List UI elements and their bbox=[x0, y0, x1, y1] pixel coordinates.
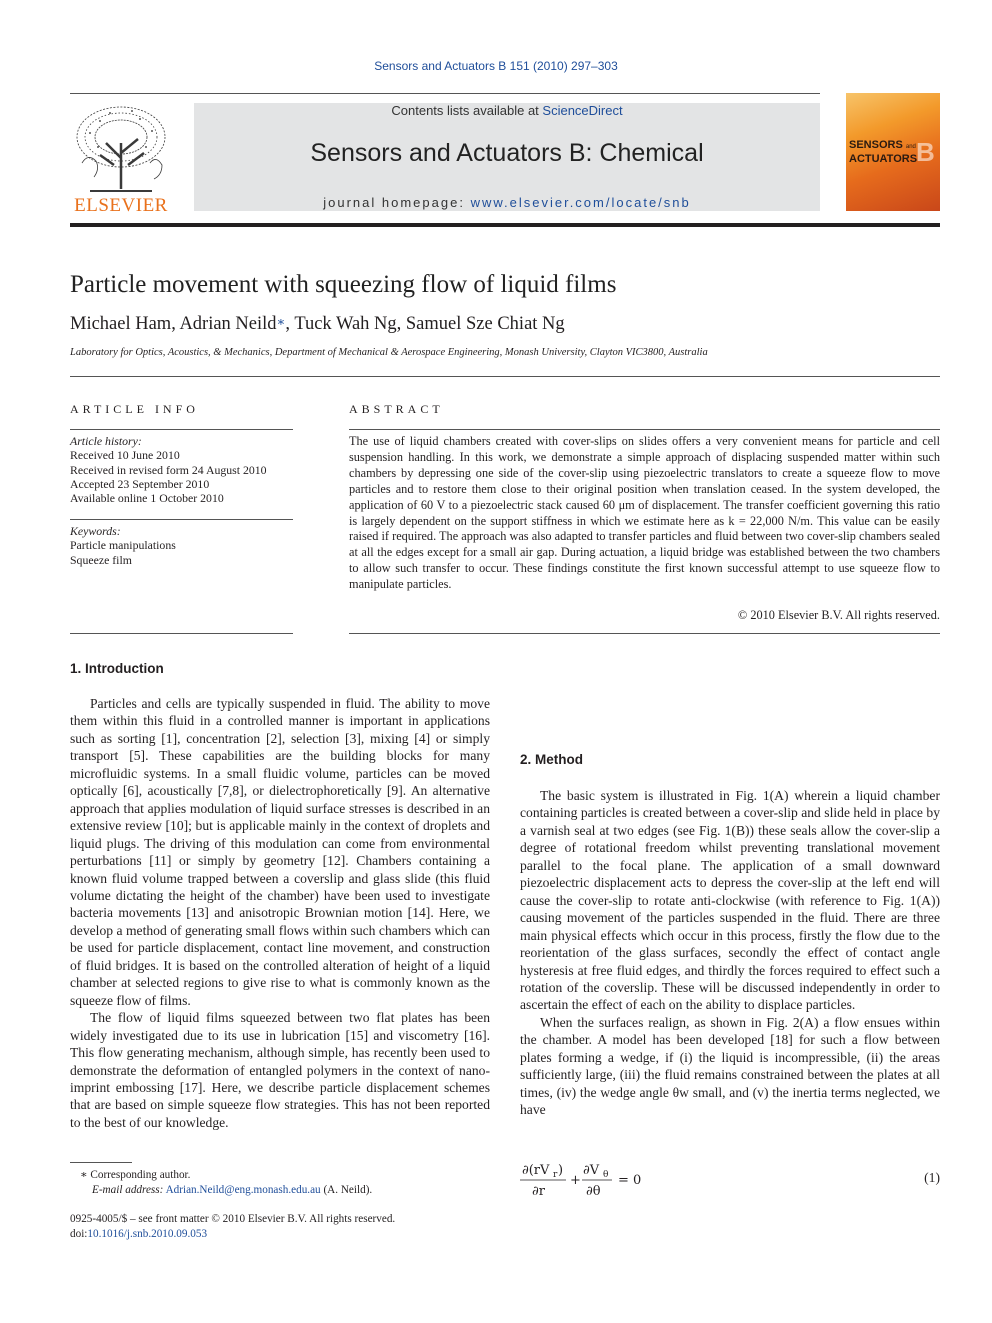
abstract-bottom-rule bbox=[349, 633, 940, 634]
email-link[interactable]: Adrian.Neild@eng.monash.edu.au bbox=[165, 1184, 321, 1196]
article-info-bottom-rule bbox=[70, 633, 293, 634]
svg-text:∂θ: ∂θ bbox=[586, 1184, 601, 1199]
cover-letter: B bbox=[916, 137, 935, 167]
svg-text:r: r bbox=[553, 1170, 558, 1180]
author-name: Michael Ham bbox=[70, 314, 172, 334]
contents-line bbox=[194, 103, 820, 118]
author-separator: , bbox=[171, 314, 180, 334]
cover-small: and bbox=[905, 144, 916, 150]
author-name: Tuck Wah Ng bbox=[294, 314, 397, 334]
author-name: Adrian Neild bbox=[179, 314, 277, 334]
history-item: Accepted 23 September 2010 bbox=[70, 476, 210, 491]
affiliation: Laboratory for Optics, Acoustics, & Mechanics, Department of Mechanical & Aerospace Engineering, Monash University, Clayton VIC3800, Australia bbox=[70, 347, 708, 358]
cover-title bbox=[849, 139, 917, 165]
left-column bbox=[70, 695, 490, 1131]
author-separator: , bbox=[396, 314, 406, 334]
journal-reference[interactable] bbox=[0, 59, 992, 73]
keyword: Squeeze film bbox=[70, 552, 132, 567]
svg-text:∂(rV: ∂(rV bbox=[522, 1163, 550, 1178]
history-item: Received in revised form 24 August 2010 bbox=[70, 462, 267, 477]
cover-line2: ACTUATORS bbox=[849, 153, 918, 165]
keywords-rule bbox=[70, 519, 293, 520]
section-heading-method: 2. Method bbox=[520, 752, 583, 767]
header-rule bbox=[70, 93, 820, 94]
journal-reference-link[interactable]: Sensors and Actuators B 151 (2010) 297–303 bbox=[374, 59, 618, 73]
keywords-label: Keywords: bbox=[70, 524, 121, 538]
svg-text:∂r: ∂r bbox=[532, 1184, 545, 1199]
section-heading-introduction: 1. Introduction bbox=[70, 661, 164, 676]
title-rule bbox=[70, 376, 940, 377]
abstract-heading: ABSTRACT bbox=[349, 402, 444, 416]
journal-cover-image bbox=[846, 93, 940, 211]
equation-number: (1) bbox=[924, 1170, 940, 1185]
header-thick-rule bbox=[70, 223, 940, 227]
footnote-email bbox=[92, 1183, 372, 1198]
journal-homepage bbox=[194, 195, 820, 210]
footnote-corresponding: ∗ Corresponding author. bbox=[80, 1169, 191, 1181]
elsevier-wordmark: ELSEVIER bbox=[74, 195, 168, 216]
abstract-copyright: © 2010 Elsevier B.V. All rights reserved. bbox=[737, 608, 940, 622]
author-separator: , bbox=[285, 314, 295, 334]
abstract-rule bbox=[349, 429, 940, 430]
front-matter: 0925-4005/$ – see front matter © 2010 Elsevier B.V. All rights reserved. bbox=[70, 1213, 396, 1225]
article-title: Particle movement with squeezing flow of liquid films bbox=[70, 271, 617, 298]
abstract-text: The use of liquid chambers created with cover-slips on slides offers a very convenient means for particle and cell suspension handling. In this work, we demonstrate a simple approach of displacing suspended matter within such chambers by depressing one side of the cover-slip using piezoelectric translators to create a squeeze flow to move particles and to restore them close to their original position when translation ceased. In the system developed, the application of 60 V to a piezoelectric stack caused 60 μm of displacement. The transfer coefficient governing this ratio is largely dependent on the support stiffness in which we estimate here as k = 22,000 N/m. This value can be easily raised if required. The approach was also adapted to transfer particles and fluid between two cover-slip chambers sealed at all the edges except for a small air gap. During actuation, a liquid bridge was established between the two chambers to allow such transfer to occur. These findings constitute the first known successful attempt to use squeeze flow to manipulate particles. bbox=[349, 434, 940, 592]
email-suffix: (A. Neild). bbox=[320, 1184, 373, 1196]
cover-line1: SENSORS bbox=[849, 139, 903, 151]
intro-paragraph: The flow of liquid films squeezed between two flat plates has been widely investigated due to its use in lubrication [15] and viscometry [16]. This flow generating mechanism, although simple, has recently been used to demonstrate the deformation of entangled polymers in the context of nano-imprint embossing [17]. Here, we describe particle displacement schemes that are based on simple squeeze flow strategies. This has not been reported to the best of our knowledge. bbox=[70, 1010, 490, 1130]
method-paragraph: When the surfaces realign, as shown in Fig. 2(A) a flow ensues within the chamber. A model has been developed [18] for such a flow between plates forming a wedge, if (i) the liquid is incompressible, (ii) the areas sufficiently large, (iii) the fluid remains constrained between the plates at all times, (iv) the wedge angle θw small, and (v) the inertia terms neglected, we have bbox=[520, 1014, 940, 1118]
journal-title: Sensors and Actuators B: Chemical bbox=[310, 139, 704, 167]
svg-text:= 0: = 0 bbox=[618, 1173, 642, 1188]
equation-1 bbox=[520, 1160, 940, 1200]
equation-1-formula bbox=[520, 1160, 680, 1200]
sciencedirect-link[interactable]: ScienceDirect bbox=[542, 103, 623, 118]
keywords bbox=[70, 524, 293, 567]
svg-text:+: + bbox=[570, 1173, 581, 1188]
history-label: Article history: bbox=[70, 434, 142, 448]
article-info-rule bbox=[70, 429, 293, 430]
corresponding-author-mark[interactable]: ∗ bbox=[276, 314, 286, 329]
homepage-link[interactable]: www.elsevier.com/locate/snb bbox=[470, 195, 691, 210]
doi-line bbox=[70, 1227, 207, 1242]
svg-text:∂V: ∂V bbox=[583, 1163, 600, 1178]
svg-text:θ: θ bbox=[603, 1170, 609, 1180]
right-column bbox=[520, 787, 940, 1119]
intro-paragraph: Particles and cells are typically suspended in fluid. The ability to move them within this fluid in a controlled manner is important in applications such as sorting [1], concentration [2], selection [3], mixing [4] or simply transport [5]. These capabilities are the building blocks for many microfluidic systems. In a small fluidic volume, particles can be moved optically [6], acoustically [7,8], or dielectrophoretically [9]. An alternative approach that applies modulation of liquid surface stresses is described in an extensive review [10]; but is applicable mainly in the context of droplets and liquid plugs. The driving of this modulation can come from environmental perturbations [11] or simply by geometry [12]. Chambers containing a known fluid volume trapped between a coverslip and glass slide (this fluid volume dictating the height of the chamber) have been used to investigate bacteria movements [13] and anisotropic Brownian motion [14]. Here, we develop a method of generating small flows within such chambers which can be used for particle displacement, contact line movement, and construction of fluid bridges. It is based on the controlled alteration of height of a liquid chamber at selected regions to give rise to what is commonly known as the squeeze flow of films. bbox=[70, 696, 490, 1008]
article-info-heading: ARTICLE INFO bbox=[70, 402, 199, 416]
homepage-prefix: journal homepage: bbox=[323, 195, 471, 210]
history-item: Available online 1 October 2010 bbox=[70, 491, 224, 506]
doi-prefix: doi: bbox=[70, 1228, 88, 1240]
email-label: E-mail address: bbox=[92, 1184, 164, 1196]
contents-prefix: Contents lists available at bbox=[391, 103, 543, 118]
article-history bbox=[70, 434, 293, 505]
method-paragraph: The basic system is illustrated in Fig. 1(A) wherein a liquid chamber containing particles is created between a cover-slip and slide held in place by a varnish seal at two edges (see Fig. 1(B)) these seals allow the cover-slip a degree of rotational freedom whilst preventing translational movement parallel to the focal plane. The application of a small downward piezoelectric displacement acts to depress the cover-slip at the left end will cause the cover-slip to rotate anti-clockwise (with reference to Fig. 1(A)) causing movement of the particles suspended in the fluid. There are three main physical effects which occur in this process, firstly the flow due to the reorientation of the glass surfaces, secondly the effect of contact angle hysteresis at free fluid edges, and thirdly the forces required to effect such a rotation of the coverslip. These will be discussed independently in order to ascertain the effect of each on the ability to displace particles. bbox=[520, 788, 940, 1013]
svg-text:): ) bbox=[558, 1163, 564, 1178]
author-name: Samuel Sze Chiat Ng bbox=[405, 314, 565, 334]
journal-banner bbox=[194, 103, 820, 211]
history-item: Received 10 June 2010 bbox=[70, 448, 180, 463]
footnote-rule bbox=[70, 1162, 132, 1163]
doi-link[interactable]: 10.1016/j.snb.2010.09.053 bbox=[87, 1228, 208, 1240]
keyword: Particle manipulations bbox=[70, 538, 176, 553]
author-list bbox=[70, 314, 565, 335]
